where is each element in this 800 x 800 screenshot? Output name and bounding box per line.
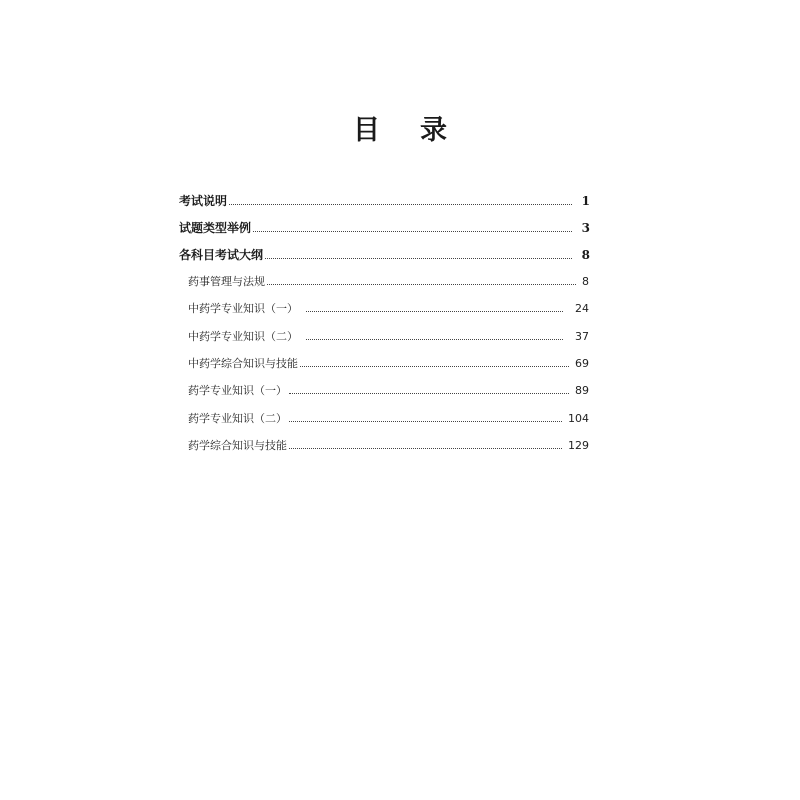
dot-leader [267,283,576,285]
dot-leader [300,365,569,367]
toc-subentry-label: 药学专业知识（二） [188,412,287,425]
toc-subentry[interactable] [188,355,589,371]
dot-leader [306,310,563,312]
toc-subentry[interactable] [188,410,589,426]
dot-leader [253,230,572,232]
title-char-1: 目 [353,115,380,146]
toc-subentry-page: 24 [575,302,589,315]
toc-subentry-label: 中药学综合知识与技能 [188,357,298,370]
toc-subentry-label: 中药学专业知识（二） [188,330,298,343]
toc-subentry-label: 药学综合知识与技能 [188,439,287,452]
toc-subentry-label: 药学专业知识（一） [188,384,287,397]
dot-leader [306,338,563,340]
dot-leader [289,420,562,422]
toc-entry[interactable] [179,192,590,209]
toc-subentry-page: 104 [568,412,589,425]
dot-leader [265,257,572,259]
toc-subentry-page: 8 [582,275,589,288]
toc-subentry[interactable] [188,328,589,344]
toc-entry[interactable] [179,246,590,263]
toc-subentry-page: 129 [568,439,589,452]
toc-entry-label: 试题类型举例 [179,221,252,235]
dot-leader [229,203,572,205]
toc-subentry-label: 药事管理与法规 [188,275,265,288]
dot-leader [289,392,569,394]
toc-entry-page: 1 [581,194,590,208]
toc-entry[interactable] [179,219,590,236]
toc-subentry[interactable] [188,437,589,453]
title-char-2: 录 [420,115,447,146]
page-title [0,108,800,147]
toc-subentry[interactable] [188,273,589,289]
toc-entry-label: 各科目考试大纲 [179,248,264,262]
toc-subentry-page: 89 [575,384,589,397]
toc-subentry[interactable] [188,300,589,316]
toc-entry-page: 8 [581,248,590,262]
toc-subentry-label: 中药学专业知识（一） [188,302,298,315]
toc-entry-page: 3 [581,221,590,235]
toc-subentry[interactable] [188,382,589,398]
dot-leader [289,447,562,449]
toc-entry-label: 考试说明 [179,194,228,208]
toc-subentry-page: 37 [575,330,589,343]
toc-subentry-page: 69 [575,357,589,370]
